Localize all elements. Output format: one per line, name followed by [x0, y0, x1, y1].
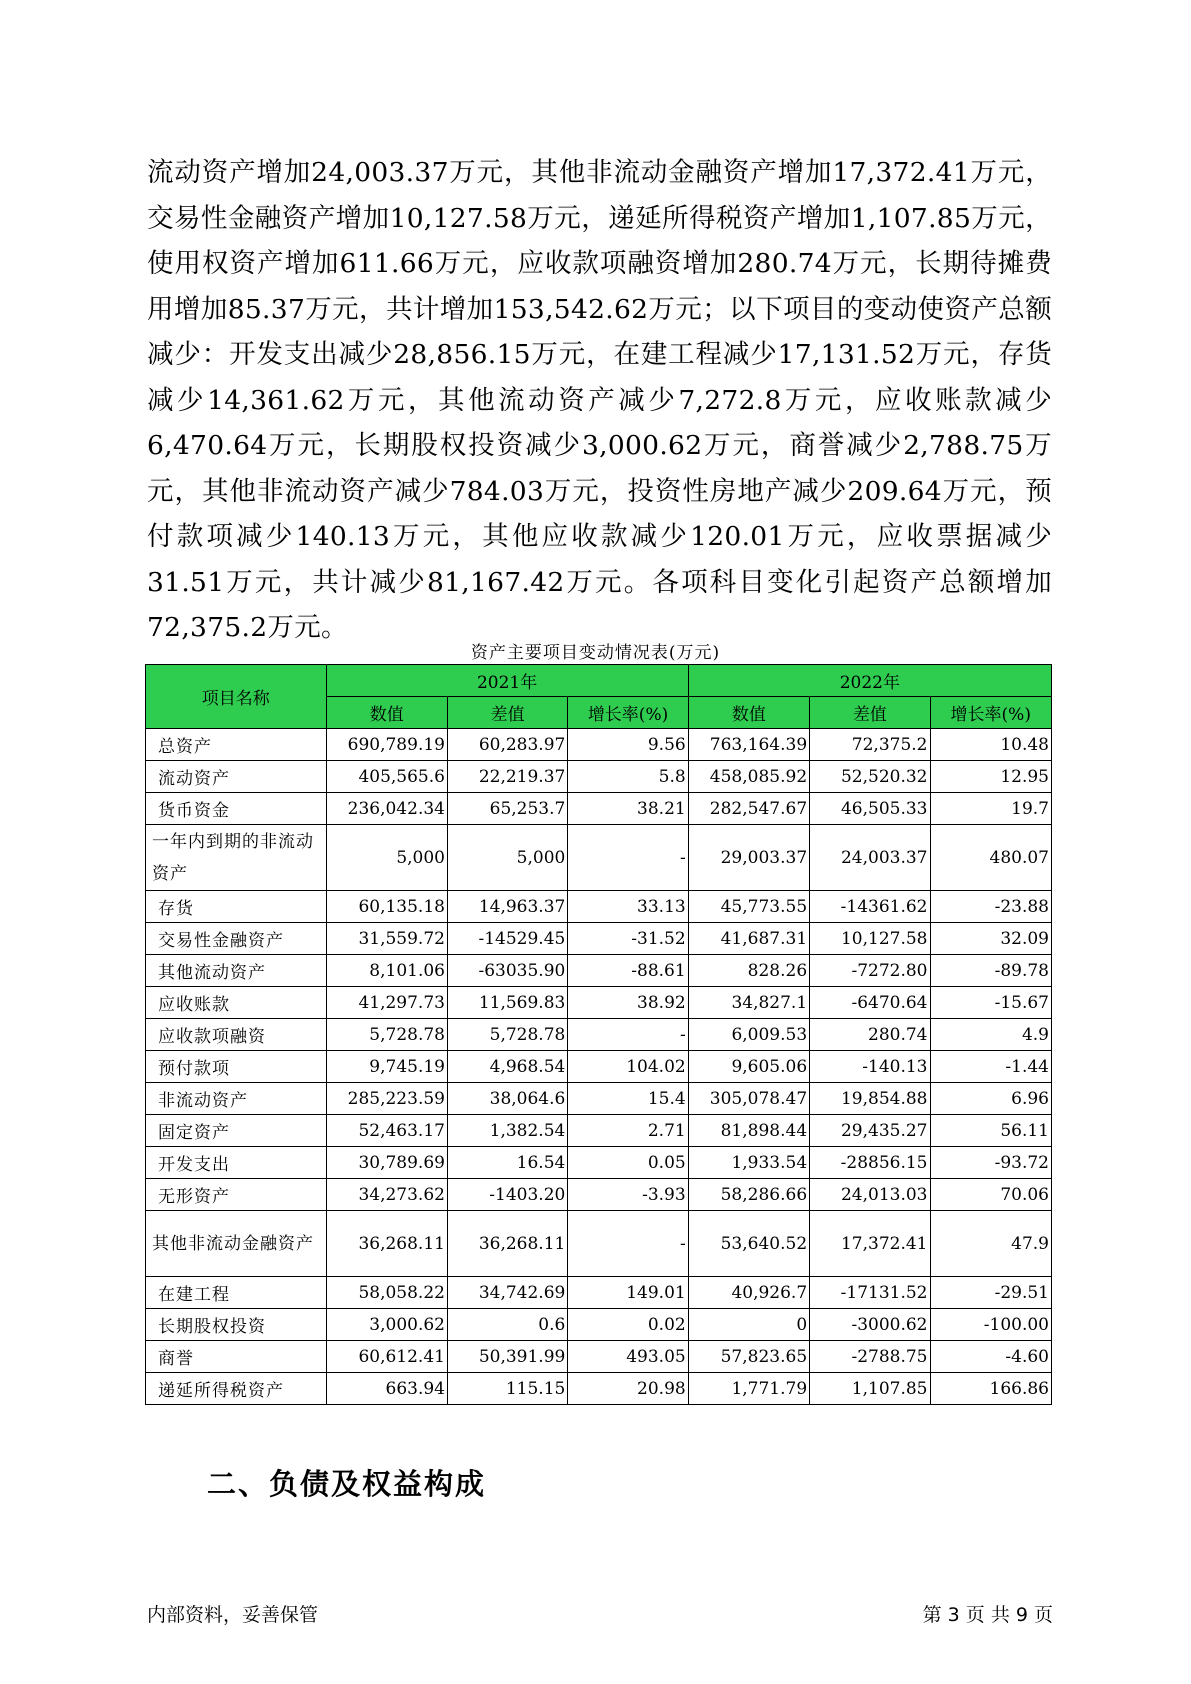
row-value-cell: 405,565.6 — [326, 761, 447, 793]
row-item-name: 其他非流动金融资产 — [146, 1211, 327, 1277]
row-value-cell: 56.11 — [930, 1115, 1052, 1147]
table-row — [146, 1083, 1052, 1115]
row-value-cell: 57,823.65 — [688, 1341, 809, 1373]
footer-confidential: 内部资料，妥善保管 — [147, 1604, 319, 1626]
table-header — [146, 665, 1052, 729]
body-paragraph: 流动资产增加24,003.37万元，其他非流动金融资产增加17,372.41万元，交易性金融资产增加10,127.58万元，递延所得税资产增加1,107.85万元，使用权资产增加611.66万元，应收款项融资增加280.74万元，长期待摊费用增加85.37万元，共计增加153,542.62万元；以下项目的变动使资产总额减少：开发支出减少28,856.15万元，在建工程减少17,131.52万元，存货减少14,361.62万元，其他流动资产减少7,272.8万元，应收账款减少6,470.64万元，长期股权投资减少3,000.62万元，商誉减少2,788.75万元，其他非流动资产减少784.03万元，投资性房地产减少209.64万元，预付款项减少140.13万元，其他应收款减少120.01万元，应收票据减少31.51万元，共计减少81,167.42万元。各项科目变化引起资产总额增加72,375.2万元。 — [147, 157, 1052, 643]
row-value-cell: 33.13 — [568, 891, 688, 923]
row-value-cell: 36,268.11 — [326, 1211, 447, 1277]
row-value-cell: 5.8 — [568, 761, 688, 793]
row-value-cell: -4.60 — [930, 1341, 1052, 1373]
row-value-cell: - — [568, 825, 688, 891]
row-value-cell: 20.98 — [568, 1373, 688, 1405]
row-value-cell: 29,435.27 — [810, 1115, 930, 1147]
row-value-cell: -14529.45 — [447, 923, 567, 955]
row-value-cell: -3000.62 — [810, 1309, 930, 1341]
row-value-cell: 24,003.37 — [810, 825, 930, 891]
row-value-cell: 1,933.54 — [688, 1147, 809, 1179]
row-value-cell: 5,000 — [447, 825, 567, 891]
row-value-cell: 9,745.19 — [326, 1051, 447, 1083]
row-value-cell: 34,827.1 — [688, 987, 809, 1019]
row-value-cell: 763,164.39 — [688, 729, 809, 761]
row-value-cell: -15.67 — [930, 987, 1052, 1019]
row-value-cell: -1.44 — [930, 1051, 1052, 1083]
row-value-cell: - — [568, 1019, 688, 1051]
row-item-name: 长期股权投资 — [146, 1309, 327, 1341]
row-value-cell: -7272.80 — [810, 955, 930, 987]
row-value-cell: 36,268.11 — [447, 1211, 567, 1277]
row-value-cell: 14,963.37 — [447, 891, 567, 923]
row-value-cell: 493.05 — [568, 1341, 688, 1373]
row-value-cell: 81,898.44 — [688, 1115, 809, 1147]
row-value-cell: -140.13 — [810, 1051, 930, 1083]
row-value-cell: -88.61 — [568, 955, 688, 987]
row-value-cell: 38.92 — [568, 987, 688, 1019]
row-value-cell: 0 — [688, 1309, 809, 1341]
row-value-cell: 1,771.79 — [688, 1373, 809, 1405]
row-value-cell: 3,000.62 — [326, 1309, 447, 1341]
row-value-cell: 52,520.32 — [810, 761, 930, 793]
row-value-cell: 828.26 — [688, 955, 809, 987]
header-item-name: 项目名称 — [146, 665, 327, 729]
row-value-cell: 70.06 — [930, 1179, 1052, 1211]
row-value-cell: 50,391.99 — [447, 1341, 567, 1373]
row-value-cell: -28856.15 — [810, 1147, 930, 1179]
row-value-cell: 9,605.06 — [688, 1051, 809, 1083]
row-value-cell: 72,375.2 — [810, 729, 930, 761]
row-value-cell: 40,926.7 — [688, 1277, 809, 1309]
row-value-cell: 15.4 — [568, 1083, 688, 1115]
row-item-name: 在建工程 — [146, 1277, 327, 1309]
row-item-name: 非流动资产 — [146, 1083, 327, 1115]
row-value-cell: 2.71 — [568, 1115, 688, 1147]
row-item-name: 无形资产 — [146, 1179, 327, 1211]
row-value-cell: - — [568, 1211, 688, 1277]
row-item-name: 交易性金融资产 — [146, 923, 327, 955]
table-row — [146, 891, 1052, 923]
row-value-cell: 34,273.62 — [326, 1179, 447, 1211]
row-value-cell: 38.21 — [568, 793, 688, 825]
row-value-cell: -17131.52 — [810, 1277, 930, 1309]
row-value-cell: 5,728.78 — [326, 1019, 447, 1051]
row-value-cell: 10,127.58 — [810, 923, 930, 955]
row-value-cell: 690,789.19 — [326, 729, 447, 761]
row-value-cell: 32.09 — [930, 923, 1052, 955]
row-item-name: 其他流动资产 — [146, 955, 327, 987]
footer-page-number: 第 3 页 共 9 页 — [922, 1604, 1053, 1626]
row-value-cell: 4.9 — [930, 1019, 1052, 1051]
header-diff: 差值 — [447, 697, 567, 729]
table-row — [146, 955, 1052, 987]
table-row — [146, 1019, 1052, 1051]
row-value-cell: -3.93 — [568, 1179, 688, 1211]
row-value-cell: 65,253.7 — [447, 793, 567, 825]
row-value-cell: 285,223.59 — [326, 1083, 447, 1115]
table-row — [146, 1115, 1052, 1147]
table-row — [146, 761, 1052, 793]
section-heading: 二、负债及权益构成 — [207, 1467, 487, 1501]
row-value-cell: 60,283.97 — [447, 729, 567, 761]
row-value-cell: -100.00 — [930, 1309, 1052, 1341]
row-value-cell: -29.51 — [930, 1277, 1052, 1309]
row-value-cell: -6470.64 — [810, 987, 930, 1019]
row-value-cell: -63035.90 — [447, 955, 567, 987]
row-value-cell: 58,286.66 — [688, 1179, 809, 1211]
row-value-cell: 46,505.33 — [810, 793, 930, 825]
header-value: 数值 — [688, 697, 809, 729]
row-item-name: 应收账款 — [146, 987, 327, 1019]
table-row — [146, 1373, 1052, 1405]
table-row — [146, 825, 1052, 891]
row-item-name: 预付款项 — [146, 1051, 327, 1083]
header-year-2022: 2022年 — [688, 665, 1051, 697]
table-caption: 资产主要项目变动情况表(万元) — [470, 643, 721, 663]
table-body — [146, 729, 1052, 1405]
row-value-cell: 11,569.83 — [447, 987, 567, 1019]
row-value-cell: 34,742.69 — [447, 1277, 567, 1309]
row-value-cell: 6,009.53 — [688, 1019, 809, 1051]
row-value-cell: 41,687.31 — [688, 923, 809, 955]
row-value-cell: 5,000 — [326, 825, 447, 891]
row-value-cell: 6.96 — [930, 1083, 1052, 1115]
row-value-cell: 1,382.54 — [447, 1115, 567, 1147]
row-value-cell: 0.02 — [568, 1309, 688, 1341]
row-value-cell: -93.72 — [930, 1147, 1052, 1179]
row-item-name: 存货 — [146, 891, 327, 923]
table-row — [146, 729, 1052, 761]
table-row — [146, 1341, 1052, 1373]
row-value-cell: 1,107.85 — [810, 1373, 930, 1405]
row-value-cell: -89.78 — [930, 955, 1052, 987]
row-value-cell: 29,003.37 — [688, 825, 809, 891]
row-value-cell: 0.05 — [568, 1147, 688, 1179]
row-item-name: 货币资金 — [146, 793, 327, 825]
row-item-name: 应收款项融资 — [146, 1019, 327, 1051]
table-row — [146, 1277, 1052, 1309]
row-value-cell: -2788.75 — [810, 1341, 930, 1373]
row-item-name: 开发支出 — [146, 1147, 327, 1179]
row-value-cell: 5,728.78 — [447, 1019, 567, 1051]
row-item-name: 递延所得税资产 — [146, 1373, 327, 1405]
row-value-cell: 53,640.52 — [688, 1211, 809, 1277]
row-value-cell: -14361.62 — [810, 891, 930, 923]
row-value-cell: 149.01 — [568, 1277, 688, 1309]
row-value-cell: 10.48 — [930, 729, 1052, 761]
row-item-name: 商誉 — [146, 1341, 327, 1373]
row-value-cell: 305,078.47 — [688, 1083, 809, 1115]
row-value-cell: 480.07 — [930, 825, 1052, 891]
row-value-cell: 19,854.88 — [810, 1083, 930, 1115]
row-value-cell: 166.86 — [930, 1373, 1052, 1405]
row-value-cell: 60,135.18 — [326, 891, 447, 923]
row-item-name: 一年内到期的非流动资产 — [146, 825, 327, 891]
row-value-cell: -31.52 — [568, 923, 688, 955]
header-growth: 增长率(%) — [930, 697, 1052, 729]
row-value-cell: 60,612.41 — [326, 1341, 447, 1373]
row-value-cell: 12.95 — [930, 761, 1052, 793]
table-row — [146, 793, 1052, 825]
row-item-name: 流动资产 — [146, 761, 327, 793]
row-value-cell: 4,968.54 — [447, 1051, 567, 1083]
row-value-cell: 115.15 — [447, 1373, 567, 1405]
table-row — [146, 923, 1052, 955]
row-value-cell: 8,101.06 — [326, 955, 447, 987]
row-value-cell: -1403.20 — [447, 1179, 567, 1211]
header-year-2021: 2021年 — [326, 665, 688, 697]
row-value-cell: 45,773.55 — [688, 891, 809, 923]
row-value-cell: 9.56 — [568, 729, 688, 761]
row-value-cell: 41,297.73 — [326, 987, 447, 1019]
row-value-cell: 52,463.17 — [326, 1115, 447, 1147]
row-value-cell: 30,789.69 — [326, 1147, 447, 1179]
table-row — [146, 1051, 1052, 1083]
row-value-cell: 16.54 — [447, 1147, 567, 1179]
row-value-cell: 0.6 — [447, 1309, 567, 1341]
row-value-cell: 280.74 — [810, 1019, 930, 1051]
row-value-cell: 22,219.37 — [447, 761, 567, 793]
row-value-cell: 282,547.67 — [688, 793, 809, 825]
row-value-cell: 663.94 — [326, 1373, 447, 1405]
row-value-cell: 58,058.22 — [326, 1277, 447, 1309]
header-value: 数值 — [326, 697, 447, 729]
row-value-cell: 19.7 — [930, 793, 1052, 825]
header-diff: 差值 — [810, 697, 930, 729]
row-value-cell: 458,085.92 — [688, 761, 809, 793]
row-value-cell: 24,013.03 — [810, 1179, 930, 1211]
table-row — [146, 1309, 1052, 1341]
asset-change-table — [145, 664, 1052, 1405]
row-value-cell: 17,372.41 — [810, 1211, 930, 1277]
row-value-cell: 104.02 — [568, 1051, 688, 1083]
row-value-cell: 236,042.34 — [326, 793, 447, 825]
table-row — [146, 1211, 1052, 1277]
table-row — [146, 1147, 1052, 1179]
table-row — [146, 987, 1052, 1019]
row-value-cell: 38,064.6 — [447, 1083, 567, 1115]
row-value-cell: 31,559.72 — [326, 923, 447, 955]
table-row — [146, 1179, 1052, 1211]
row-item-name: 固定资产 — [146, 1115, 327, 1147]
row-value-cell: -23.88 — [930, 891, 1052, 923]
header-growth: 增长率(%) — [568, 697, 688, 729]
row-item-name: 总资产 — [146, 729, 327, 761]
row-value-cell: 47.9 — [930, 1211, 1052, 1277]
